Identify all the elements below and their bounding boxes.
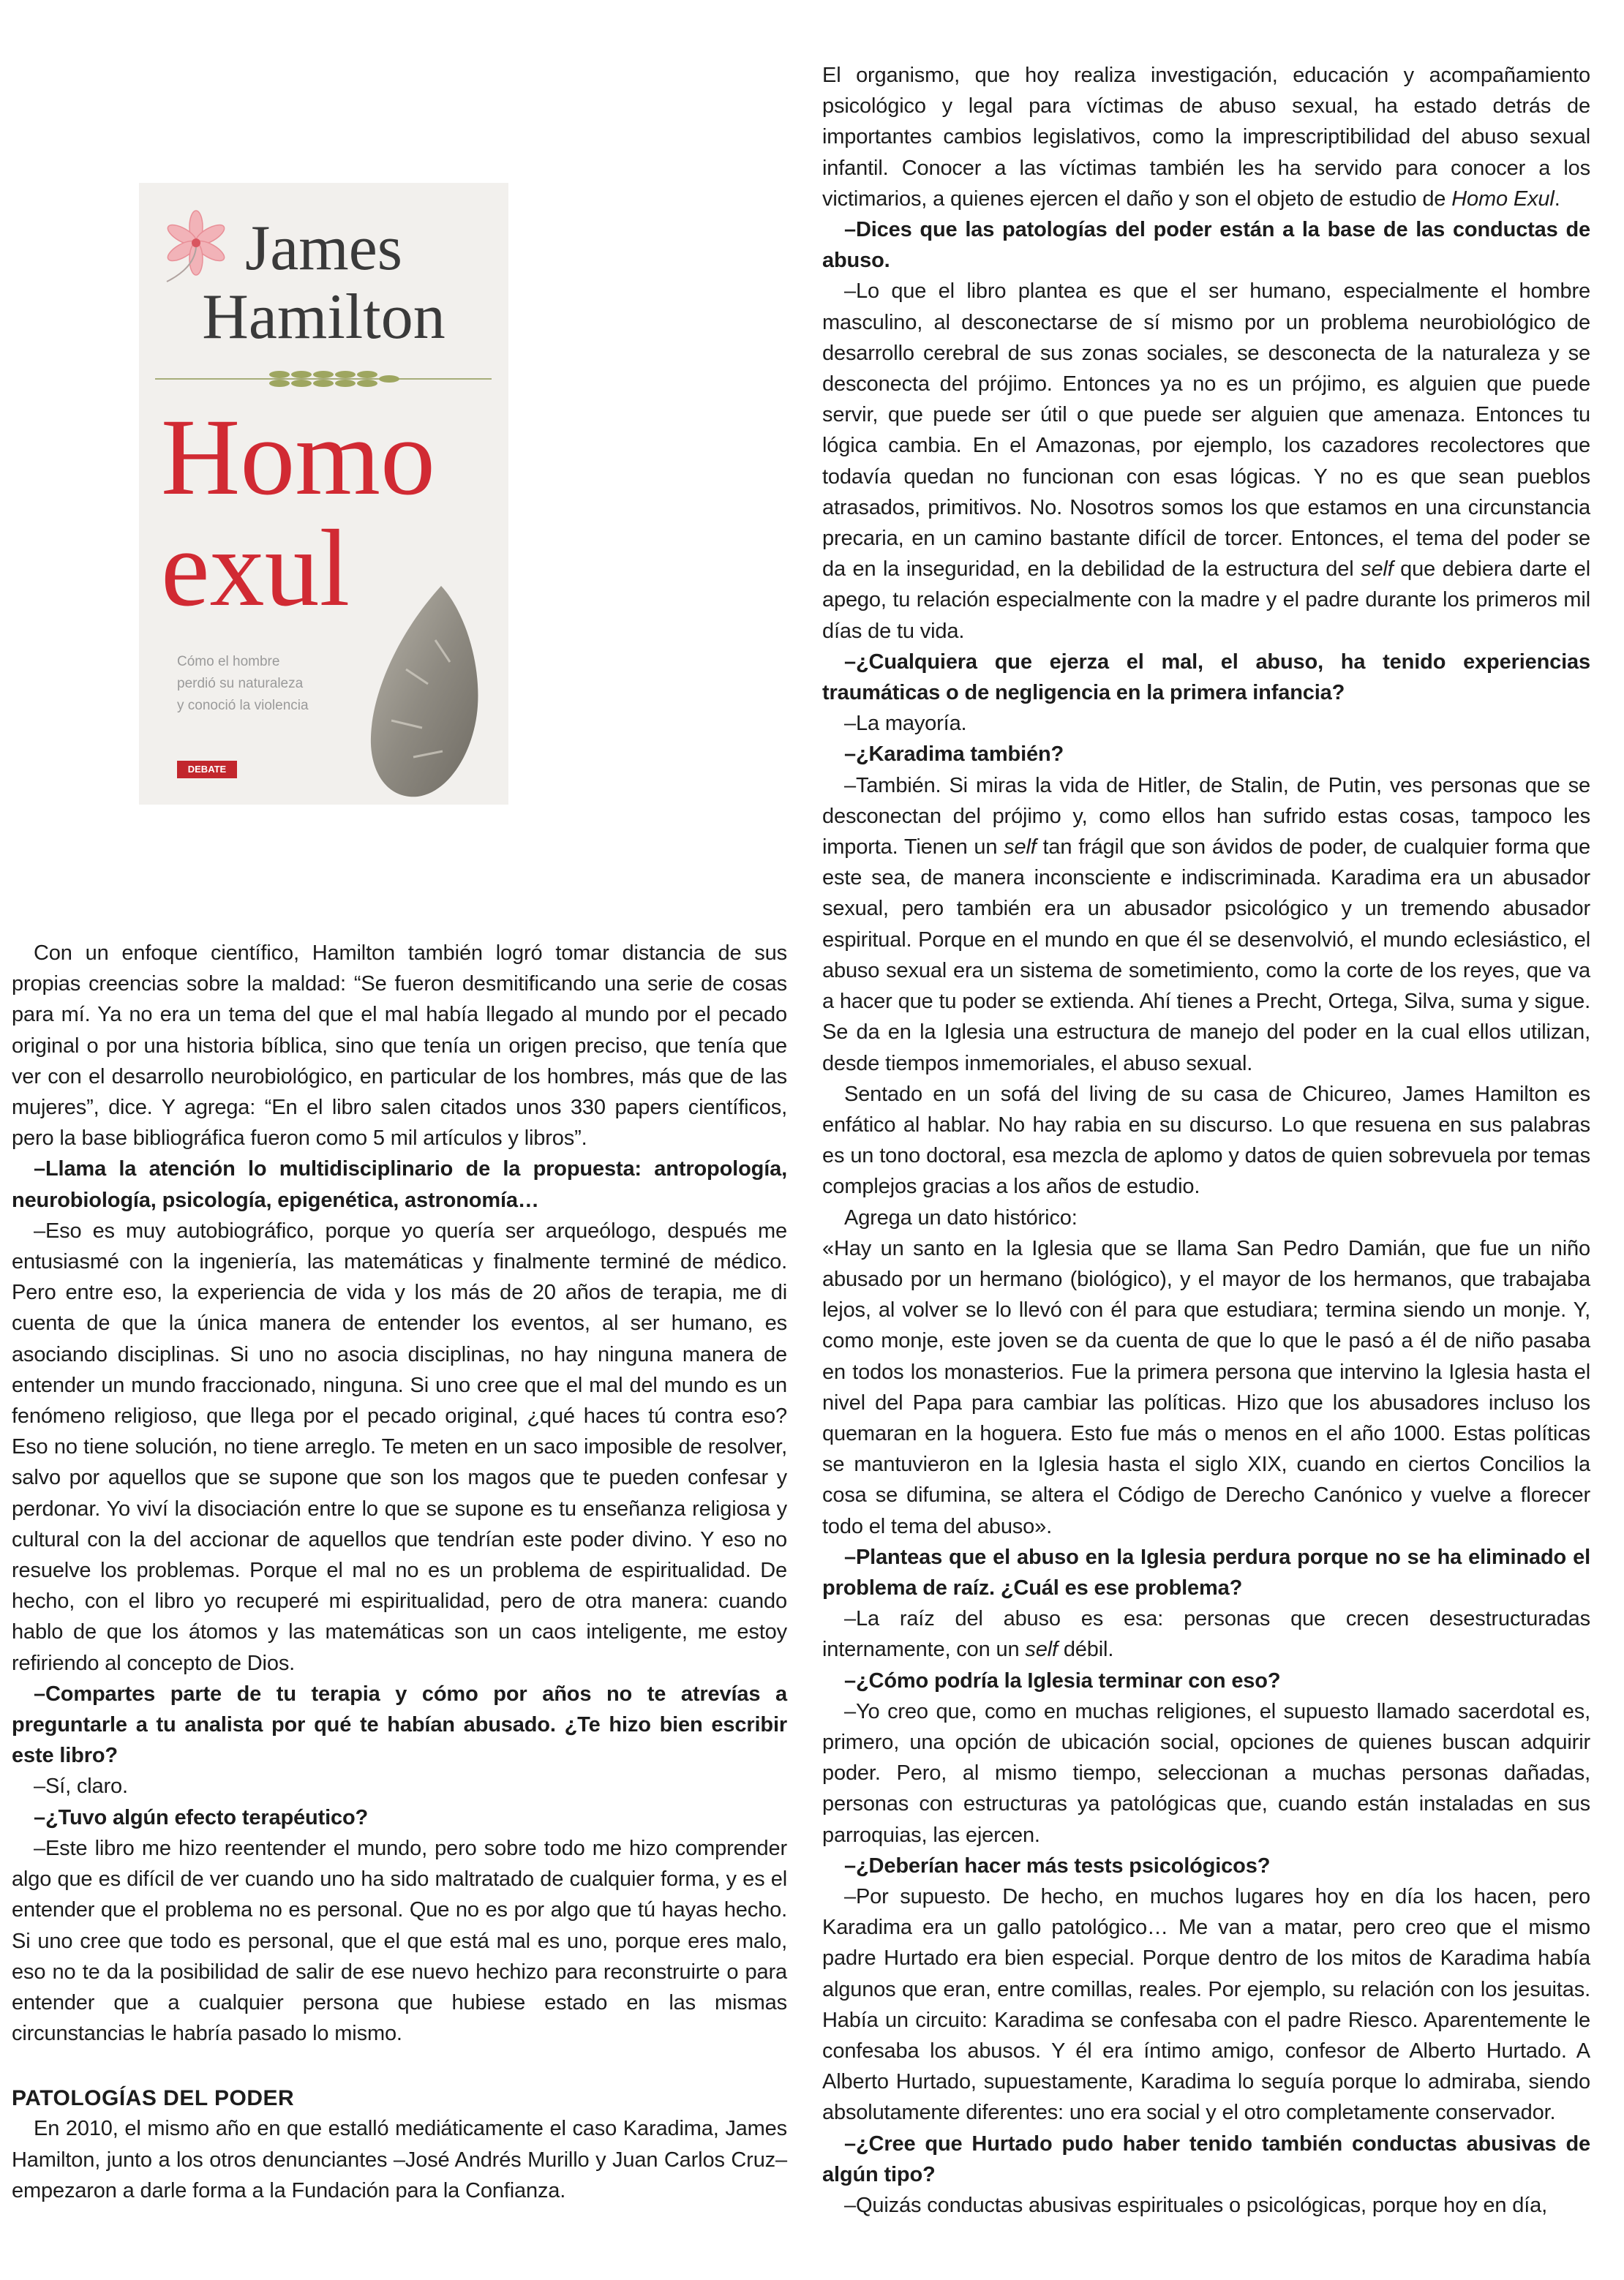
cover-title-exul: exul — [161, 508, 350, 629]
interview-answer: –Yo creo que, como en muchas religiones, el supuesto llamado sacerdotal es, primero, una opción de ubicación social, opciones de quienes buscan adquirir poder. Pero, al mismo tiempo, seleccionan a muchas personas dañadas, personas con estructuras ya patológicas que, cuando están instaladas en sus parroquias, las ejercen. — [822, 1699, 1590, 1847]
text-run: –Lo que el libro plantea es que el ser humano, especialmente el hombre masculino, al desconectarse de sí mismo por un problema neurobiológico de desarrollo cerebral de sus zonas sociales, se desconecta de la naturaleza y se desconecta del prójimo. Entonces ya no es un prójimo, es alguien que puede servir, que puede ser útil o que puede ser alguien que amenaza. Entonces tu lógica cambia. En el Amazonas, por ejemplo, los cazadores recolectores que todavía quedan no funcionan con esas lógicas. Y no es que sean pueblos atrasados, primitivos. No. Nosotros somos los que estamos en una circunstancia precaria, en un camino bastante difícil de torcer. Entonces, el tema del poder se da en la inseguridad, en la debilidad de la estructura del — [822, 279, 1590, 582]
text-run: débil. — [1057, 1638, 1114, 1662]
publisher-logo: DEBATE — [177, 761, 237, 778]
section-heading: PATOLOGÍAS DEL PODER — [12, 2086, 295, 2111]
cover-subtitle-line: perdió su naturaleza — [177, 676, 304, 691]
text-run: El organismo, que hoy realiza investigación, educación y acompañamiento psicológico y legal para víctimas de abuso sexual, ha estado detrás de importantes cambios legislativos, como la imprescriptibilidad del abuso sexual infantil. Conocer a las víctimas también les ha servido para conocer a los victimarios, a quienes ejercen el daño y son el objeto de estudio de — [822, 64, 1590, 211]
text-run: tan frágil que son ávidos de poder, de cualquier forma que este sea, de manera inconsciente e indiscriminada. Karadima era un abusador sexual, pero también era un abusador psicológico y un tremendo abusador espiritual. Porque en el mundo en que él se desenvolvió, el mundo eclesiástico, el abuso sexual era un sistema de sometimiento, como la corte de los reyes, que va a hacer que tu poder se extienda. Ahí tienes a Precht, Ortega, Silva, suma y sigue. Se da en la Iglesia una estructura de manejo del poder en la cual ellos utilizan, desde tiempos inmemoriales, el abuso sexual. — [822, 835, 1591, 1075]
interview-question: –Dices que las patologías del poder están a la base de las conductas de abuso. — [822, 218, 1590, 273]
book-title-emphasis: Homo Exul — [1451, 187, 1555, 211]
paragraph — [822, 60, 1590, 214]
emphasis: self — [1025, 1638, 1058, 1662]
interview-answer — [822, 770, 1590, 1079]
interview-question: –¿Tuvo algún efecto terapéutico? — [34, 1805, 369, 1829]
right-column — [822, 0, 1590, 2221]
interview-question: –¿Cree que Hurtado pudo haber tenido también conductas abusivas de algún tipo? — [822, 2132, 1590, 2186]
interview-question: –¿Cualquiera que ejerza el mal, el abuso, ha tenido experiencias traumáticas o de negligencia en la primera infancia? — [822, 650, 1590, 705]
text-run: –También. Si miras la vida de Hitler, de Stalin, de Putin, ves personas que se desconectan del prójimo y, como ellos han sufrido estas cosas, tampoco les importa. Tienen un — [822, 773, 1590, 859]
paragraph: Sentado en un sofá del living de su casa de Chicureo, James Hamilton es enfático al hablar. No hay rabia en su discurso. Lo que resuena en sus palabras es un tono doctoral, esa mezcla de aplomo y datos de quien sobrevuela por temas complejos gracias a los años de estudio. — [822, 1082, 1590, 1199]
interview-answer: –Por supuesto. De hecho, en muchos lugares hoy en día los hacen, pero Karadima era un gallo patológico… Me van a matar, pero creo que el mismo padre Hurtado era bien especial. Porque dentro de los mitos de Karadima había algunos que eran, entre comillas, reales. Por ejemplo, su relación con los jesuitas. Había un circuito: Karadima se confesaba con el padre Riesco. Aparentemente le confesaba los abusos. Y él era íntimo amigo, confesor de Alberto Hurtado. A Alberto Hurtado, supuestamente, Karadima lo seguía porque lo admiraba, siendo absolutamente diferentes: uno era social y el otro completamente conservador. — [822, 1884, 1590, 2125]
interview-question: –Planteas que el abuso en la Iglesia perdura porque no se ha eliminado el problema de raíz. ¿Cuál es ese problema? — [822, 1545, 1590, 1600]
interview-answer: –Quizás conductas abusivas espirituales o psicológicas, porque hoy en día, — [844, 2194, 1547, 2218]
interview-question: –¿Karadima también? — [844, 742, 1064, 767]
text-run: –La raíz del abuso es esa: personas que crecen desestructuradas internamente, con un — [822, 1607, 1590, 1662]
cover-author-first: James — [244, 213, 403, 284]
interview-answer — [822, 1603, 1590, 1665]
interview-question: –¿Cómo podría la Iglesia terminar con eso? — [844, 1668, 1281, 1693]
interview-answer — [822, 276, 1590, 646]
text-run: que debiera darte el apego, tu relación especialmente con la madre y el padre durante los primeros mil días de tu vida. — [822, 557, 1590, 643]
interview-answer: –Sí, claro. — [34, 1775, 128, 1799]
quote-paragraph: «Hay un santo en la Iglesia que se llama San Pedro Damián, que fue un niño abusado por un hermano (biológico), y el mayor de los hermanos, que trabajaba lejos, al volver se lo llevó con él para que estudiara; termina siendo un monje. Y, como monje, este joven se da cuenta de que lo que le pasó a él de niño pasaba en todos los monasterios. Fue la primera persona que intervino la Iglesia hasta el nivel del Papa para cambiar las políticas. Hizo que los abusadores incluso los quemaran en la hoguera. Esto fue más o menos en el año 1000. Estas políticas se mantuvieron en la Iglesia hasta el siglo XIX, cuando en ciertos Concilios la cosa se difumina, se altera el Código de Derecho Canónico y vuelve a florecer todo el tema del abuso». — [822, 1236, 1590, 1538]
interview-question: –Llama la atención lo multidisciplinario de la propuesta: antropología, neurobiología, psicología, epigenética, astronomía… — [12, 1157, 787, 1212]
cover-title-homo: Homo — [161, 396, 435, 518]
interview-answer: –La mayoría. — [844, 712, 967, 736]
left-column — [12, 0, 787, 2206]
emphasis: self — [1004, 835, 1037, 859]
interview-question: –¿Deberían hacer más tests psicológicos? — [844, 1854, 1271, 1878]
interview-answer: –Eso es muy autobiográfico, porque yo quería ser arqueólogo, después me entusiasmé con la ingeniería, las matemáticas y finalmente terminé de médico. Pero entre eso, la experiencia de vida y los más de 20 años de terapia, me di cuenta de que la única manera de entender los eventos, al ser humano, es asociando disciplinas. Si uno no asocia disciplinas, no hay ninguna manera de entender un mundo fraccionado, ninguna. Si uno cree que el mal del mundo es un fenómeno religioso, que llega por el pecado original, ¿qué haces tú contra eso? Eso no tiene solución, no tiene arreglo. Te meten en un saco imposible de resolver, salvo por aquellos que se supone que son los magos que te pueden confesar y perdonar. Yo viví la disociación entre lo que se supone es tu enseñanza religiosa y cultural con la del accionar de aquellos que tendrían este poder divino. Y eso no resuelve los problemas. Porque el mal no es un problema de espiritualidad. De hecho, con el libro yo recuperé mi espiritualidad, pero de otra manera: cuando hablo de que los átomos y las matemáticas son un caos inteligente, me estoy refiriendo al concepto de Dios. — [12, 1219, 787, 1675]
cover-subtitle-line: Cómo el hombre — [177, 654, 280, 669]
paragraph: En 2010, el mismo año en que estalló mediáticamente el caso Karadima, James Hamilton, junto a los otros denunciantes –José Andrés Murillo y Juan Carlos Cruz– empezaron a darle forma a la Fundación para la Confianza. — [12, 2117, 787, 2202]
emphasis: self — [1361, 557, 1394, 582]
paragraph: Con un enfoque científico, Hamilton también logró tomar distancia de sus propias creencias sobre la maldad: “Se fueron desmitificando una serie de cosas para mí. Ya no era un tema del que el mal había llegado al mundo por el pecado original o por una historia bíblica, sino que tenía un origen preciso, que tenía que ver con el desarrollo neurobiológico, en particular de los hombres, más que de las mujeres”, dice. Y agrega: “En el libro salen citados unos 330 papers científicos, pero la base bibliográfica fueron como 5 mil artículos y libros”. — [12, 941, 787, 1151]
interview-answer: –Este libro me hizo reentender el mundo, pero sobre todo me hizo comprender algo que es difícil de ver cuando uno ha sido maltratado de cualquier forma, y es el entender que el problema no es personal. Que no es por algo que tú hayas hecho. Si uno cree que todo es personal, que el que está mal es uno, porque eres malo, eso no te da la posibilidad de salir de ese nuevo hechizo para reconstruirte o para entender que a cualquier persona que hubiese estado en las mismas circunstancias le habría pasado lo mismo. — [12, 1836, 787, 2046]
interview-question: –Compartes parte de tu terapia y cómo por años no te atrevías a preguntarle a tu analista por qué te habían abusado. ¿Te hizo bien escribir este libro? — [12, 1682, 787, 1768]
cover-author-last: Hamilton — [202, 282, 446, 353]
cover-subtitle-line: y conoció la violencia — [177, 698, 309, 713]
paragraph: Agrega un dato histórico: — [844, 1205, 1078, 1230]
text-run: . — [1554, 187, 1560, 211]
